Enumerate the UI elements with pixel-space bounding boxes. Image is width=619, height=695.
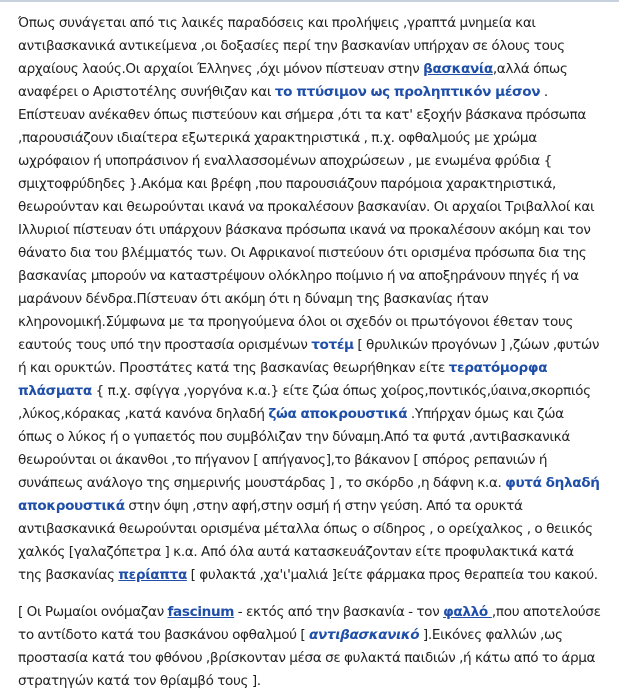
highlight-totem: τοτέμ	[311, 337, 354, 353]
highlight-ptysimon: το πτύσιμον ως προληπτικόν μέσον	[274, 84, 541, 100]
link-fascinum[interactable]: fascinum	[167, 604, 235, 620]
text-span: ].Εικόνες φαλλών ,ως προστασία κατά του φθόνου ,βρίσκονταν μέσα σε φυλακτά παιδιών ,ή κάτω από το άρμα στρατηγών κατά τον θρίαμβό τους ].	[18, 627, 596, 689]
highlight-fyta-apokroustika: φυτά δηλαδή αποκρουστικά	[18, 475, 600, 514]
text-span: στην όψη ,στην αφή,στην οσμή ή στην γεύση. Από τα ορυκτά αντιβασκανικά θεωρούνται ορισμένα μέταλλα όπως ο σίδηρος , ο ορείχαλκος , ο θειικός χαλκός [γαλαζόπετρα ] κ.α. Από όλα αυτά κατασκευάζονταν είτε προφυλακτικά κατά της βασκανίας	[18, 498, 593, 583]
paragraph-main	[18, 12, 601, 587]
text-span: { π.χ. σφίγγα ,γοργόνα κ.α.} είτε ζώα όπως χοίρος,ποντικός,ύαινα,σκορπιός ,λύκος,κόρακας ,κατά κανόνα δηλαδή	[18, 383, 591, 422]
text-span: [ φυλακτά ,χα'ι'μαλιά ]είτε φάρμακα προς θεραπεία του κακού.	[186, 567, 598, 583]
link-vaskania[interactable]: βασκανία	[423, 61, 493, 77]
text-span: [ Οι Ρωμαίοι ονόμαζαν	[18, 604, 168, 620]
text-span: ,που αποτελούσε το αντίδοτο κατά του βασκάνου οφθαλμού [	[18, 604, 601, 643]
highlight-antivaskaniko: αντιβασκανικό	[309, 627, 420, 643]
highlight-zoa-apokroustika: ζώα αποκρουστικά	[268, 406, 408, 422]
link-periapta[interactable]: περίαπτα	[118, 567, 187, 583]
highlight-teratomorfa: τερατόμορφα πλάσματα	[18, 360, 548, 399]
text-span: - εκτός από την βασκανία - τον	[234, 604, 444, 620]
text-span: [ θρυλικών προγόνων ] ,ζώων ,φυτών ή και ορυκτών. Προστάτες κατά της βασκανίας θεωρήθηκαν είτε	[18, 337, 600, 376]
article-body	[0, 2, 619, 693]
text-span: . Επίστευαν ανέκαθεν όπως πιστεύουν και σήμερα ,ότι τα κατ' εξοχήν βάσκανα πρόσωπα ,παρουσιάζουν ιδιαίτερα εξωτερικά χαρακτηριστικά , π.χ. οφθαλμούς με χρώμα ωχρόφαιον ή υποπράσινον ή εναλλασσομένων αποχρώσεων , με ενωμένα φρύδια { σμιχτοφρύδηδες }.Ακόμα και βρέφη ,που παρουσιάζουν παρόμοια χαρακτηριστικά, θεωρούνταν και θεωρούνται ικανά να προκαλέσουν βασκανίαν. Οι αρχαίοι Τριβαλλοί και Ιλλυριοί πίστευαν ότι υπάρχουν βάσκανα πρόσωπα ικανά να προκαλέσουν ακόμη και τον θάνατο δια του βλέμματός των. Οι Αφρικανοί πιστεύουν ότι ορισμένα πρόσωπα δια της βασκανίας μπορούν να καταστρέψουν ολόκληρο ποίμνιο ή να αποξηράνουν πηγές ή να μαράνουν δένδρα.Πίστευαν ότι ακόμη ότι η δύναμη της βασκανίας ήταν κληρονομική.Σύμφωνα με τα προηγούμενα όλοι οι σχεδόν οι πρωτόγονοι έθεταν τους εαυτούς τους υπό την προστασία ορισμένων	[18, 84, 595, 353]
text-span: Όπως συνάγεται από τις λαικές παραδόσεις και προλήψεις ,γραπτά μνημεία και αντιβασκανικά αντικείμενα ,οι δοξασίες περί την βασκανίαν υπήρχαν σε όλους τους αρχαίους λαούς.Οι αρχαίοι Έλληνες ,όχι μόνον πίστευαν στην	[18, 15, 565, 77]
text-span: ,αλλά όπως αναφέρει ο Αριστοτέλης συνήθιζαν και	[18, 61, 568, 100]
link-fallos[interactable]: φαλλό	[443, 604, 492, 620]
text-span: .Υπήρχαν όμως και ζώα όπως ο λύκος ή ο γυπαετός που συμβόλιζαν την δύναμη.Από τα φυτά ,αντιβασκανικά θεωρούνται οι άκανθοι ,το πήγανον [ απήγανος],το βάκανον [ σπόρος ρεπανιών ή συνάπεως ανάλογο της σημερινής μουστάρδας ] , το σκόρδο ,η δάφνη κ.α.	[18, 406, 570, 491]
paragraph-romans	[18, 601, 601, 693]
